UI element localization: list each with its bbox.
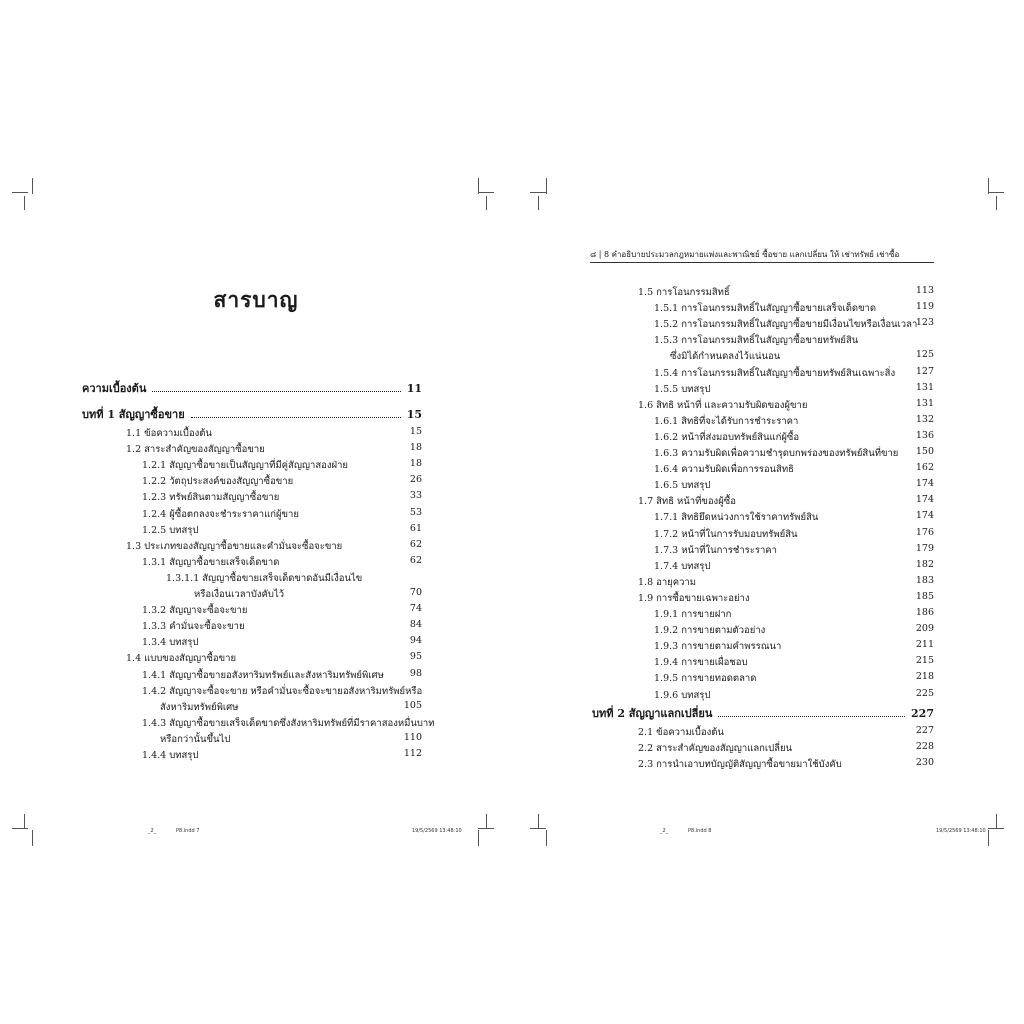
toc-entry	[142, 635, 422, 650]
toc-entry	[654, 688, 934, 703]
toc-entry-label: 1.2.4 ผู้ซื้อตกลงจะชำระราคาแก่ผู้ขาย	[142, 508, 299, 520]
toc-entry-label: 1.5 การโอนกรรมสิทธิ์	[638, 287, 730, 298]
crop-mark	[988, 178, 989, 194]
toc-page-number: 125	[915, 349, 934, 361]
toc-page-number: 70	[409, 587, 422, 598]
toc-entry	[126, 442, 422, 457]
page-title: สารบาญ	[213, 287, 299, 312]
toc-page-number: 230	[915, 756, 934, 768]
toc-entry-label: 1.1 ข้อความเบื้องต้น	[126, 428, 212, 439]
toc-page-number: 123	[915, 317, 934, 329]
slug-marker: _2_	[148, 828, 157, 834]
toc-page-number: 176	[915, 526, 934, 538]
toc-entry	[654, 623, 934, 638]
toc-page-number: 127	[915, 365, 934, 377]
toc-page-number: 61	[409, 522, 422, 534]
slug-filename: P8.indd 8	[688, 828, 712, 834]
dot-leader	[718, 708, 905, 717]
crop-mark	[32, 830, 33, 846]
crop-mark	[478, 192, 494, 193]
crop-mark	[996, 196, 997, 210]
toc-entry-label: 1.6.1 สิทธิที่จะได้รับการชำระราคา	[654, 415, 799, 427]
toc-entry-label: 1.3 ประเภทของสัญญาซื้อขายและคำมั่นจะซื้อจะขาย	[126, 540, 343, 552]
toc-page-number: 179	[915, 542, 934, 554]
toc-entry	[654, 382, 934, 397]
crop-mark	[24, 196, 25, 210]
toc-entry	[142, 716, 435, 731]
toc-page-number: 132	[915, 413, 934, 425]
crop-mark	[988, 192, 1004, 193]
toc-page-number: 218	[915, 671, 934, 683]
toc-entry-label: 1.4.1 สัญญาซื้อขายอสังหาริมทรัพย์และสังหาริมทรัพย์พิเศษ	[142, 669, 384, 681]
toc-entry-label: 1.4.4 บทสรุป	[142, 750, 199, 761]
toc-entry-label: 1.6.2 หน้าที่ส่งมอบทรัพย์สินแก่ผู้ซื้อ	[654, 431, 800, 443]
running-head-rule	[590, 262, 934, 263]
toc-entry-label: 1.4 แบบของสัญญาซื้อขาย	[126, 653, 237, 665]
toc-entry	[654, 301, 934, 316]
toc-entry	[654, 527, 934, 542]
toc-page-number: 186	[915, 607, 934, 618]
toc-entry-label: 2.3 การนำเอาบทบัญญัติสัญญาซื้อขายมาใช้บังคับ	[638, 758, 842, 770]
crop-mark	[530, 192, 546, 193]
toc-entry	[160, 700, 422, 715]
crop-mark	[486, 814, 487, 828]
toc-entry	[654, 430, 934, 445]
crop-mark	[32, 178, 33, 194]
crop-mark	[546, 178, 547, 194]
toc-entry	[638, 398, 934, 413]
toc-page-number: 209	[915, 623, 934, 635]
toc-entry-label: หรือกว่านั้นขึ้นไป	[160, 733, 231, 745]
toc-page-number: 136	[915, 429, 934, 441]
toc-entry	[126, 651, 422, 666]
toc-entry-label: 1.5.2 การโอนกรรมสิทธิ์ในสัญญาซื้อขายมีเงื่อนไขหรือเงื่อนเวลา	[654, 319, 918, 331]
toc-entry	[654, 559, 934, 574]
toc-entry-label: 1.9.3 การขายตามคำพรรณนา	[654, 641, 782, 653]
toc-page-number: 94	[409, 635, 422, 647]
toc-entry	[654, 333, 934, 348]
crop-mark	[12, 828, 28, 829]
toc-page-number: 95	[409, 651, 422, 663]
toc-entry-label: 2.2 สาระสำคัญของสัญญาแลกเปลี่ยน	[638, 742, 793, 754]
crop-mark	[478, 178, 479, 194]
toc-page-number: 26	[409, 474, 422, 486]
toc-entry-label: บทที่ 1 สัญญาซื้อขาย	[82, 408, 185, 421]
toc-entry-label: สังหาริมทรัพย์พิเศษ	[160, 701, 239, 713]
toc-page-number: 182	[915, 558, 934, 570]
toc-entry	[638, 494, 934, 509]
toc-entry	[160, 732, 422, 747]
toc-entry	[592, 704, 934, 722]
toc-page-number: 110	[403, 731, 422, 743]
toc-entry	[654, 543, 934, 558]
toc-entry	[142, 490, 422, 505]
toc-entry-label: 1.5.3 การโอนกรรมสิทธิ์ในสัญญาซื้อขายทรัพย์สิน	[654, 335, 859, 347]
crop-mark	[538, 814, 539, 828]
crop-mark	[988, 830, 989, 846]
toc-entry-label: ความเบื้องต้น	[82, 382, 147, 395]
toc-entry	[142, 458, 422, 473]
running-head: ๘ | 8 คำอธิบายประมวลกฎหมายแพ่งและพาณิชย์ ซื้อขาย แลกเปลี่ยน ให้ เช่าทรัพย์ เช่าซื้อ	[590, 250, 900, 259]
toc-page-number: 15	[406, 408, 422, 421]
toc-entry-label: 1.9.4 การขายเผื่อชอบ	[654, 657, 748, 669]
toc-page-number: 84	[409, 619, 422, 631]
toc-page-number: 227	[911, 706, 934, 720]
toc-entry-label: 1.5.5 บทสรุป	[654, 383, 711, 395]
toc-entry-label: 1.7.4 บทสรุป	[654, 560, 711, 572]
toc-entry-label: 1.7.2 หน้าที่ในการรับมอบทรัพย์สิน	[654, 528, 798, 540]
toc-entry	[654, 446, 934, 461]
toc-entry-label: 1.7.3 หน้าที่ในการชำระราคา	[654, 544, 777, 556]
toc-entry	[654, 317, 934, 332]
toc-entry-label: 1.9.6 บทสรุป	[654, 689, 711, 701]
toc-page-number: 74	[409, 603, 422, 615]
toc-entry	[654, 414, 934, 429]
toc-entry-label: 1.4.3 สัญญาซื้อขายเสร็จเด็ดขาดซึ่งสังหาริมทรัพย์ที่มีราคาสองหมื่นบาท	[142, 717, 435, 729]
toc-entry-label: 1.2.5 บทสรุป	[142, 524, 199, 536]
toc-page-number: 185	[915, 590, 934, 602]
toc-page-number: 18	[409, 458, 422, 470]
crop-mark	[538, 196, 539, 210]
toc-entry	[126, 426, 422, 441]
toc-entry-label: 1.2 สาระสำคัญของสัญญาซื้อขาย	[126, 444, 265, 456]
toc-entry	[82, 379, 422, 397]
toc-entry-label: 2.1 ข้อความเบื้องต้น	[638, 726, 724, 738]
toc-entry-label: บทที่ 2 สัญญาแลกเปลี่ยน	[592, 706, 713, 720]
toc-page-number: 227	[915, 724, 934, 736]
toc-entry-label: 1.9.2 การขายตามตัวอย่าง	[654, 625, 766, 637]
toc-entry-label: 1.2.1 สัญญาซื้อขายเป็นสัญญาที่มีคู่สัญญาสองฝ่าย	[142, 460, 348, 472]
toc-entry-label: 1.3.1.1 สัญญาซื้อขายเสร็จเด็ดขาดอันมีเงื่อนไข	[166, 572, 363, 584]
crop-mark	[478, 830, 479, 846]
toc-entry	[142, 668, 422, 683]
crop-mark	[988, 828, 1004, 829]
toc-page-number: 11	[406, 382, 422, 395]
toc-page-number: 225	[915, 687, 934, 699]
toc-page-number: 211	[915, 639, 934, 651]
crop-mark	[486, 196, 487, 210]
crop-mark	[996, 814, 997, 828]
crop-mark	[546, 830, 547, 846]
dot-leader	[152, 383, 400, 392]
toc-page-number: 53	[409, 506, 422, 518]
toc-entry	[654, 639, 934, 654]
toc-entry-label: 1.5.4 การโอนกรรมสิทธิ์ในสัญญาซื้อขายทรัพย์สินเฉพาะสิ่ง	[654, 367, 896, 379]
toc-page-number: 98	[409, 667, 422, 679]
toc-entry-label: ซึ่งมิได้กำหนดลงไว้แน่นอน	[670, 351, 781, 363]
toc-page-number: 62	[409, 554, 422, 566]
toc-entry	[654, 462, 934, 477]
toc-entry	[82, 405, 422, 423]
toc-entry-label: 1.6.5 บทสรุป	[654, 480, 711, 492]
toc-entry	[638, 591, 934, 606]
toc-entry	[638, 757, 934, 772]
slug-filename: P8.indd 7	[176, 828, 200, 834]
toc-entry-label: 1.8 อายุความ	[638, 576, 697, 588]
toc-page-number: 174	[915, 510, 934, 522]
toc-entry-label: 1.7.1 สิทธิยึดหน่วงการใช้ราคาทรัพย์สิน	[654, 512, 819, 524]
toc-entry	[638, 725, 934, 740]
slug-timestamp: 19/5/2569 13:48:10	[412, 828, 462, 834]
toc-entry	[654, 671, 934, 686]
toc-entry	[142, 619, 422, 634]
toc-entry	[654, 478, 934, 493]
toc-entry-label: 1.3.3 คำมั่นจะซื้อจะขาย	[142, 621, 245, 633]
toc-page-number: 18	[409, 442, 422, 454]
toc-entry-label: 1.3.1 สัญญาซื้อขายเสร็จเด็ดขาด	[142, 556, 280, 568]
toc-page-number: 228	[915, 740, 934, 752]
toc-page-number: 15	[409, 426, 422, 437]
slug-marker: _2_	[660, 828, 669, 834]
toc-entry-label: 1.2.2 วัตถุประสงค์ของสัญญาซื้อขาย	[142, 476, 294, 488]
toc-entry	[638, 741, 934, 756]
toc-entry	[638, 285, 934, 300]
toc-page-number: 105	[403, 699, 422, 711]
toc-entry	[142, 555, 422, 570]
toc-entry-label: หรือเงื่อนเวลาบังคับไว้	[194, 589, 285, 600]
toc-entry	[638, 575, 934, 590]
toc-entry-label: 1.6.3 ความรับผิดเพื่อความชำรุดบกพร่องของทรัพย์สินที่ขาย	[654, 448, 899, 459]
toc-page-number: 113	[915, 285, 934, 296]
toc-entry-label: 1.6.4 ความรับผิดเพื่อการรอนสิทธิ	[654, 464, 794, 476]
toc-page-number: 33	[409, 490, 422, 502]
toc-entry	[142, 523, 422, 538]
crop-mark	[24, 814, 25, 828]
toc-entry	[142, 507, 422, 522]
toc-entry-label: 1.7 สิทธิ หน้าที่ของผู้ซื้อ	[638, 496, 736, 508]
toc-page-number: 174	[915, 478, 934, 490]
toc-entry-label: 1.2.3 ทรัพย์สินตามสัญญาซื้อขาย	[142, 492, 280, 504]
crop-mark	[530, 828, 546, 829]
toc-entry	[654, 655, 934, 670]
toc-page-number: 183	[915, 574, 934, 586]
toc-page-number: 174	[915, 494, 934, 506]
toc-page-number: 119	[915, 301, 934, 313]
toc-entry	[142, 474, 422, 489]
toc-page-number: 131	[915, 397, 934, 409]
slug-timestamp: 19/5/2569 13:48:10	[936, 828, 986, 834]
toc-page-number: 215	[915, 655, 934, 667]
toc-entry	[194, 587, 422, 602]
toc-page-number: 62	[409, 538, 422, 550]
toc-entry	[126, 539, 422, 554]
toc-entry-label: 1.3.2 สัญญาจะซื้อจะขาย	[142, 605, 248, 617]
toc-page-number: 162	[915, 462, 934, 474]
toc-entry-label: 1.5.1 การโอนกรรมสิทธิ์ในสัญญาซื้อขายเสร็จเด็ดขาด	[654, 303, 877, 315]
toc-entry	[670, 349, 934, 364]
toc-entry-label: 1.9.1 การขายฝาก	[654, 609, 732, 620]
toc-entry-label: 1.6 สิทธิ หน้าที่ และความรับผิดของผู้ขาย	[638, 399, 808, 411]
crop-mark	[478, 828, 494, 829]
toc-page-number: 150	[915, 446, 934, 457]
dot-leader	[191, 409, 401, 418]
toc-entry-label: 1.9.5 การขายทอดตลาด	[654, 673, 757, 685]
toc-entry	[142, 748, 422, 763]
toc-page-number: 131	[915, 381, 934, 393]
toc-entry	[142, 603, 422, 618]
crop-mark	[12, 192, 28, 193]
toc-entry-label: 1.3.4 บทสรุป	[142, 637, 199, 649]
toc-entry	[654, 510, 934, 525]
toc-entry	[654, 366, 934, 381]
toc-entry-label: 1.9 การซื้อขายเฉพาะอย่าง	[638, 592, 750, 604]
toc-entry-label: 1.4.2 สัญญาจะซื้อจะขาย หรือคำมั่นจะซื้อจะขายอสังหาริมทรัพย์หรือ	[142, 685, 423, 697]
right-page	[512, 0, 1024, 1024]
toc-page-number: 112	[403, 748, 422, 759]
toc-entry	[166, 571, 422, 586]
toc-entry	[654, 607, 934, 622]
toc-entry	[142, 684, 422, 699]
